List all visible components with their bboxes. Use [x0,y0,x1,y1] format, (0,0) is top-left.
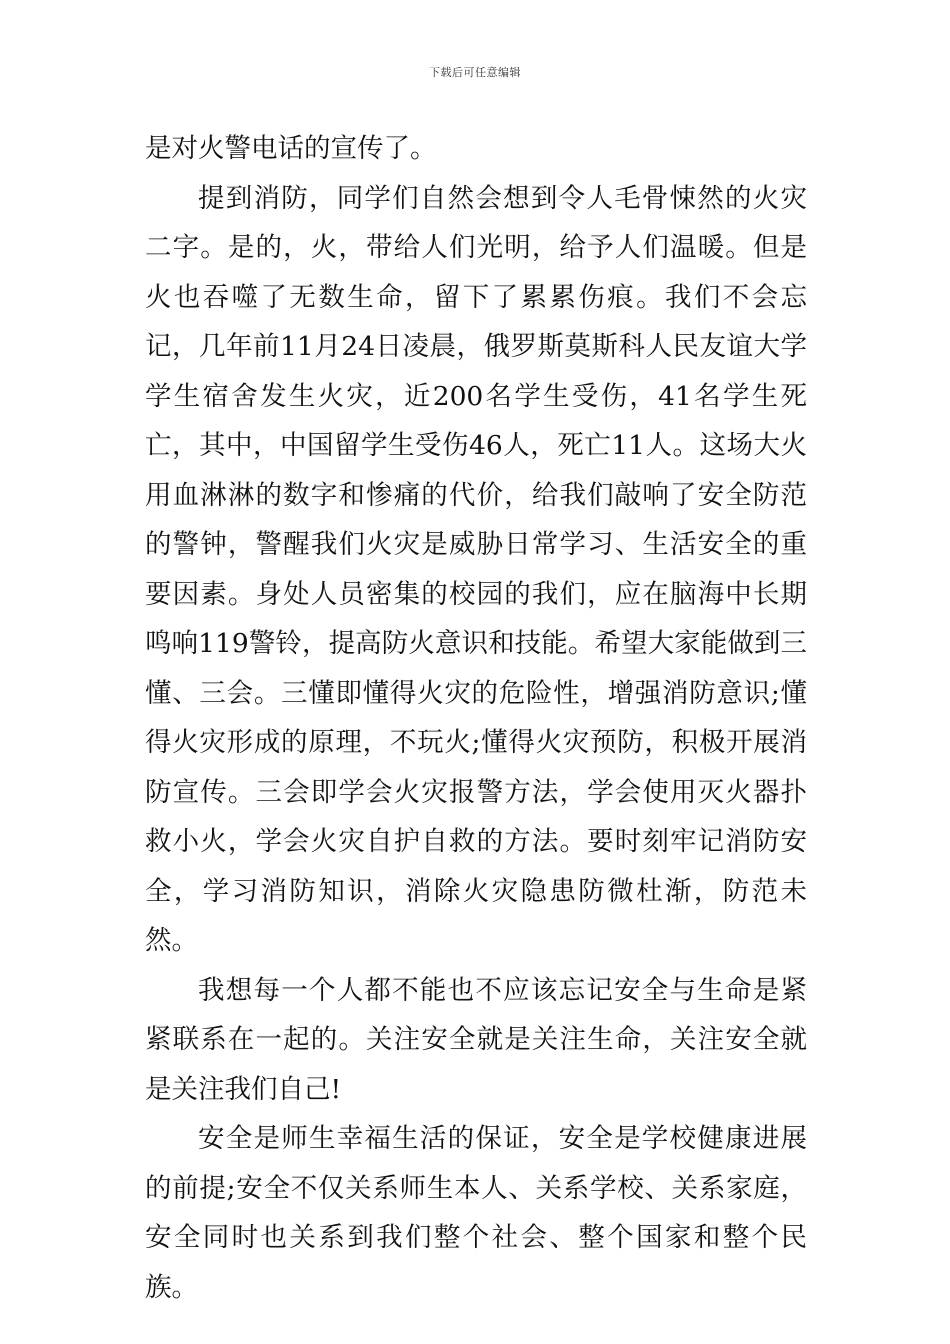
paragraph-fire-safety: 提到消防，同学们自然会想到令人毛骨悚然的火灾二字。是的，火，带给人们光明，给予人们温暖。但是火也吞噬了无数生命，留下了累累伤痕。我们不会忘记，几年前11月24日凌晨，俄罗斯莫斯科人民友谊大学学生宿舍发生火灾，近200名学生受伤，41名学生死亡，其中，中国留学生受伤46人，死亡11人。这场大火用血淋淋的数字和惨痛的代价，给我们敲响了安全防范的警钟，警醒我们火灾是威胁日常学习、生活安全的重要因素。身处人员密集的校园的我们，应在脑海中长期鸣响119警铃，提高防火意识和技能。希望大家能做到三懂、三会。三懂即懂得火灾的危险性，增强消防意识;懂得火灾形成的原理，不玩火;懂得火灾预防，积极开展消防宣传。三会即学会火灾报警方法，学会使用灭火器扑救小火，学会火灾自护自救的方法。要时刻牢记消防安全，学习消防知识，消除火灾隐患防微杜渐，防范未然。 [145,182,807,956]
document-body [145,124,807,1312]
header-note: 下载后可任意编辑 [429,66,521,79]
paragraph-safety-importance: 安全是师生幸福生活的保证，安全是学校健康进展的前提;安全不仅关系师生本人、关系学校、关系家庭，安全同时也关系到我们整个社会、整个国家和整个民族。 [145,1123,807,1303]
paragraph-safety-and-life: 我想每一个人都不能也不应该忘记安全与生命是紧紧联系在一起的。关注安全就是关注生命，关注安全就是关注我们自己! [145,974,807,1105]
paragraph-continued: 是对火警电话的宣传了。 [145,133,437,164]
